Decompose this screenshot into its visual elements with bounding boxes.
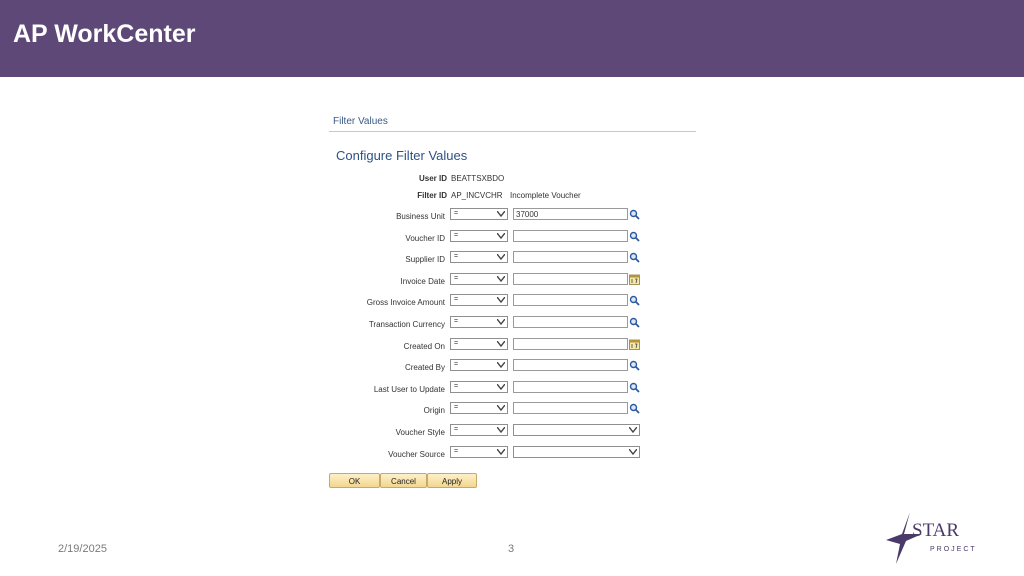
user-id-label: User ID	[418, 174, 447, 183]
lookup-icon[interactable]	[629, 317, 640, 328]
filter-row	[329, 294, 699, 308]
filter-row	[329, 402, 699, 416]
value-select[interactable]	[513, 446, 640, 458]
operator-select[interactable]	[450, 446, 508, 458]
lookup-icon[interactable]	[629, 382, 640, 393]
slide-date: 2/19/2025	[58, 543, 107, 555]
operator-value: =	[454, 426, 459, 433]
chevron-down-icon	[497, 341, 505, 347]
logo-subtitle: PROJECT	[930, 546, 977, 553]
apply-button[interactable]: Apply	[427, 473, 477, 488]
chevron-down-icon	[629, 449, 637, 455]
filter-row	[329, 446, 699, 460]
cancel-button[interactable]: Cancel	[380, 473, 427, 488]
chevron-down-icon	[497, 211, 505, 217]
filter-row	[329, 316, 699, 330]
user-id-value: BEATTSXBDO	[451, 174, 505, 183]
filter-row	[329, 381, 699, 395]
filter-id-value: AP_INCVCHR	[451, 191, 503, 200]
filter-row	[329, 230, 699, 244]
chevron-down-icon	[497, 449, 505, 455]
chevron-down-icon	[497, 254, 505, 260]
operator-select[interactable]	[450, 338, 508, 350]
field-label: Origin	[423, 406, 445, 416]
page-number: 3	[508, 543, 515, 555]
calendar-icon[interactable]	[629, 274, 640, 285]
value-input[interactable]	[513, 402, 628, 414]
operator-select[interactable]	[450, 424, 508, 436]
value-select[interactable]	[513, 424, 640, 436]
chevron-down-icon	[497, 362, 505, 368]
operator-value: =	[454, 253, 459, 261]
field-label: Voucher ID	[405, 233, 445, 243]
operator-value: =	[454, 361, 459, 369]
lookup-icon[interactable]	[629, 231, 640, 242]
operator-select[interactable]	[450, 402, 508, 414]
operator-select[interactable]	[450, 208, 508, 220]
field-label: Invoice Date	[400, 276, 445, 286]
value-input[interactable]	[513, 251, 628, 263]
operator-select[interactable]	[450, 273, 508, 285]
field-label: Voucher Style	[395, 428, 445, 437]
operator-select[interactable]	[450, 251, 508, 263]
field-label: Supplier ID	[405, 255, 445, 265]
operator-value: =	[454, 339, 459, 347]
title-banner	[0, 0, 1024, 77]
operator-select[interactable]	[450, 359, 508, 371]
value-input[interactable]	[513, 316, 628, 328]
filter-row	[329, 208, 699, 222]
filter-id-description: Incomplete Voucher	[510, 191, 581, 200]
lookup-icon[interactable]	[629, 360, 640, 371]
field-label: Business Unit	[396, 212, 445, 221]
page-title: Configure Filter Values	[336, 148, 468, 163]
value-input[interactable]	[513, 381, 628, 393]
ok-button[interactable]: OK	[329, 473, 380, 488]
filter-row	[329, 359, 699, 373]
filter-row	[329, 424, 699, 438]
chevron-down-icon	[497, 319, 505, 325]
divider	[329, 131, 696, 132]
operator-select[interactable]	[450, 294, 508, 306]
filter-row	[329, 273, 699, 287]
field-label: Created On	[403, 341, 445, 351]
operator-select[interactable]	[450, 381, 508, 393]
operator-value: =	[454, 274, 459, 282]
value-input[interactable]	[513, 273, 628, 285]
breadcrumb: Filter Values	[333, 116, 388, 127]
operator-value: =	[454, 382, 459, 390]
operator-value: =	[454, 318, 459, 325]
chevron-down-icon	[629, 427, 637, 433]
value-input[interactable]	[513, 294, 628, 306]
lookup-icon[interactable]	[629, 295, 640, 306]
filter-row	[329, 338, 699, 352]
lookup-icon[interactable]	[629, 403, 640, 414]
filter-values-screen	[329, 110, 699, 495]
operator-value: =	[454, 210, 459, 217]
value-input[interactable]	[513, 338, 628, 350]
operator-value: =	[454, 447, 459, 455]
chevron-down-icon	[497, 233, 505, 239]
value-input[interactable]	[513, 230, 628, 242]
field-label: Created By	[404, 363, 445, 373]
chevron-down-icon	[497, 297, 505, 303]
operator-value: =	[454, 231, 459, 239]
logo-word: STAR	[912, 520, 960, 541]
chevron-down-icon	[497, 276, 505, 282]
operator-select[interactable]	[450, 230, 508, 242]
field-label: Gross Invoice Amount	[366, 298, 445, 308]
operator-value: =	[454, 296, 459, 304]
calendar-icon[interactable]	[629, 339, 640, 350]
field-label: Transaction Currency	[368, 320, 445, 329]
value-text: 37000	[516, 210, 539, 219]
value-input[interactable]	[513, 208, 628, 220]
chevron-down-icon	[497, 384, 505, 390]
chevron-down-icon	[497, 427, 505, 433]
field-label: Last User to Update	[373, 384, 445, 394]
filter-id-label: Filter ID	[417, 191, 447, 200]
slide-title: AP WorkCenter	[13, 20, 196, 48]
operator-value: =	[454, 404, 459, 412]
lookup-icon[interactable]	[629, 209, 640, 220]
filter-row	[329, 251, 699, 265]
lookup-icon[interactable]	[629, 252, 640, 263]
field-label: Voucher Source	[388, 449, 445, 459]
star-project-logo	[884, 510, 996, 566]
value-input[interactable]	[513, 359, 628, 371]
chevron-down-icon	[497, 405, 505, 411]
operator-select[interactable]	[450, 316, 508, 328]
